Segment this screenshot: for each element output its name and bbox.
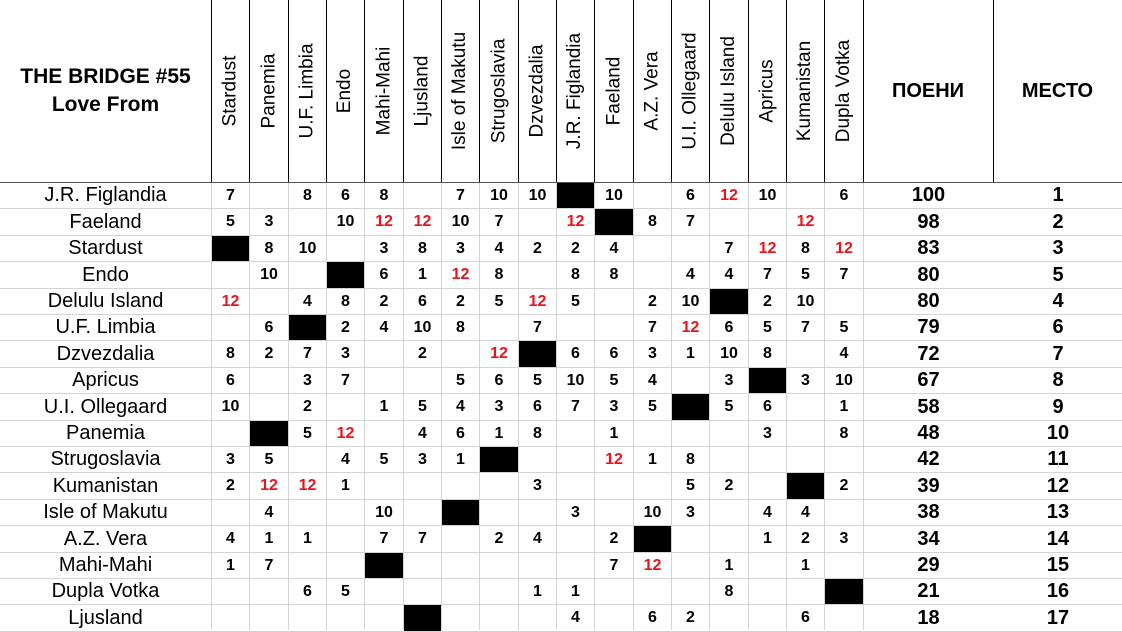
score-cell: 3 xyxy=(456,239,465,257)
score-cell: 8 xyxy=(264,239,274,257)
score-cell: 12 xyxy=(681,318,700,336)
score-cell: 6 xyxy=(226,371,235,389)
score-cell: 10 xyxy=(260,266,278,283)
score-cell: 12 xyxy=(298,477,317,494)
score-cell: 5 xyxy=(379,450,389,468)
score-cell: 7 xyxy=(533,318,542,336)
score-cell: 4 xyxy=(648,371,657,389)
score-cell: 1 xyxy=(418,266,427,283)
score-cell: 4 xyxy=(533,530,542,547)
score-cell: 1 xyxy=(264,530,274,547)
total-points: 18 xyxy=(917,606,940,629)
score-cell: 12 xyxy=(758,239,777,257)
score-cell: 3 xyxy=(418,450,427,468)
score-cell: 1 xyxy=(609,424,619,442)
score-cell: 12 xyxy=(375,213,393,230)
header-separator xyxy=(863,0,864,182)
score-cell: 1 xyxy=(494,424,504,442)
final-place: 12 xyxy=(1046,474,1070,497)
total-points: 72 xyxy=(917,342,940,365)
row-name: Isle of Makutu xyxy=(43,501,168,523)
score-cell: 3 xyxy=(303,371,312,389)
self-vote-block xyxy=(557,183,594,208)
score-cell: 4 xyxy=(839,345,849,362)
score-cell: 12 xyxy=(835,239,853,257)
row-name: U.F. Limbia xyxy=(55,316,156,338)
row-name: Dzvezdalia xyxy=(56,342,155,365)
score-cell: 7 xyxy=(801,318,810,336)
score-cell: 6 xyxy=(264,318,274,336)
score-cell: 8 xyxy=(801,239,810,257)
score-cell: 8 xyxy=(686,450,695,468)
column-header xyxy=(404,0,441,182)
final-place: 2 xyxy=(1052,210,1064,233)
total-points: 39 xyxy=(917,474,940,497)
score-cell: 7 xyxy=(456,186,465,204)
score-cell: 5 xyxy=(609,371,619,389)
score-cell: 1 xyxy=(379,398,389,415)
score-cell: 7 xyxy=(341,371,350,389)
score-cell: 10 xyxy=(336,213,355,230)
score-cell: 1 xyxy=(341,477,350,494)
self-vote-block xyxy=(672,394,709,420)
score-cell: 2 xyxy=(839,477,849,494)
score-cell: 10 xyxy=(566,371,585,389)
score-cell: 1 xyxy=(839,398,849,415)
score-cell: 6 xyxy=(801,609,810,626)
score-cell: 10 xyxy=(528,186,547,204)
score-cell: 5 xyxy=(686,477,695,494)
column-header-label: Strugoslavia xyxy=(488,38,509,144)
column-header xyxy=(749,0,786,182)
score-cell: 8 xyxy=(724,582,734,600)
total-points: 67 xyxy=(917,369,940,391)
score-cell: 3 xyxy=(839,530,849,547)
self-vote-block xyxy=(787,473,824,499)
score-cell: 7 xyxy=(303,345,312,362)
score-cell: 3 xyxy=(686,503,695,521)
score-cell: 12 xyxy=(528,292,547,310)
score-cell: 7 xyxy=(494,213,504,230)
score-cell: 10 xyxy=(835,371,853,389)
score-cell: 6 xyxy=(303,582,312,600)
score-cell: 7 xyxy=(839,266,849,283)
score-cell: 7 xyxy=(264,556,274,574)
self-vote-block xyxy=(595,209,633,235)
column-header-label: Endo xyxy=(334,68,356,114)
final-place: 9 xyxy=(1052,395,1064,418)
score-cell: 3 xyxy=(379,239,389,257)
score-cell: 5 xyxy=(494,292,504,310)
final-place: 14 xyxy=(1046,527,1070,550)
score-cell: 4 xyxy=(303,292,312,310)
score-cell: 10 xyxy=(605,186,623,204)
final-place: 5 xyxy=(1052,263,1064,286)
score-cell: 4 xyxy=(686,266,695,283)
score-cell: 1 xyxy=(763,530,772,547)
score-cell: 7 xyxy=(686,213,695,230)
final-place: 3 xyxy=(1052,237,1064,259)
score-cell: 5 xyxy=(763,318,772,336)
grid-vline xyxy=(326,182,327,630)
score-cell: 3 xyxy=(571,503,580,521)
row-name: Strugoslavia xyxy=(50,448,161,470)
total-points: 58 xyxy=(917,395,940,418)
self-vote-block xyxy=(442,500,479,525)
column-header xyxy=(327,0,364,182)
score-cell: 5 xyxy=(226,213,235,230)
score-cell: 2 xyxy=(379,292,389,310)
column-header-label: Dupla Votka xyxy=(833,39,854,143)
score-cell: 3 xyxy=(648,345,657,362)
score-cell: 3 xyxy=(801,371,810,389)
score-cell: 3 xyxy=(533,477,542,494)
score-cell: 8 xyxy=(379,186,389,204)
score-cell: 10 xyxy=(221,398,240,415)
total-points: 42 xyxy=(917,448,940,470)
final-place: 16 xyxy=(1046,580,1070,602)
column-header xyxy=(557,0,594,182)
score-cell: 7 xyxy=(418,530,427,547)
score-cell: 7 xyxy=(763,266,772,283)
score-cell: 2 xyxy=(686,609,695,626)
score-cell: 5 xyxy=(456,371,465,389)
total-points: 48 xyxy=(917,422,940,444)
row-name: Stardust xyxy=(68,237,143,259)
score-cell: 5 xyxy=(724,398,734,415)
score-cell: 2 xyxy=(609,530,619,547)
place-header: МЕСТО xyxy=(1021,79,1094,102)
score-cell: 6 xyxy=(341,186,350,204)
column-header xyxy=(289,0,326,182)
score-cell: 4 xyxy=(724,266,734,283)
score-cell: 8 xyxy=(341,292,350,310)
score-cell: 4 xyxy=(379,318,389,336)
total-points: 79 xyxy=(917,316,940,338)
row-name: Ljusland xyxy=(68,606,143,629)
score-cell: 1 xyxy=(724,556,734,574)
score-cell: 5 xyxy=(648,398,657,415)
score-cell: 7 xyxy=(226,186,235,204)
score-cell: 3 xyxy=(724,371,734,389)
column-header xyxy=(519,0,556,182)
score-cell: 6 xyxy=(648,609,657,626)
score-cell: 12 xyxy=(413,213,432,230)
score-cell: 6 xyxy=(839,186,849,204)
column-header-label: Isle of Makutu xyxy=(449,31,471,151)
column-header-label: Mahi-Mahi xyxy=(373,46,395,136)
header-separator xyxy=(993,0,994,182)
score-cell: 10 xyxy=(413,318,432,336)
column-header xyxy=(787,0,824,182)
column-header xyxy=(595,0,633,182)
final-place: 11 xyxy=(1047,448,1069,470)
score-cell: 5 xyxy=(418,398,427,415)
score-cell: 12 xyxy=(260,477,278,494)
self-vote-block xyxy=(289,315,326,340)
self-vote-block xyxy=(365,553,403,578)
score-cell: 8 xyxy=(303,186,312,204)
final-place: 7 xyxy=(1052,342,1064,365)
total-points: 29 xyxy=(917,554,940,576)
final-place: 15 xyxy=(1046,554,1070,576)
score-cell: 7 xyxy=(379,530,389,547)
score-cell: 6 xyxy=(763,398,772,415)
title-line-1: THE BRIDGE #55 xyxy=(20,65,191,88)
score-cell: 8 xyxy=(418,239,427,257)
score-cell: 4 xyxy=(609,239,619,257)
score-cell: 2 xyxy=(763,292,772,310)
score-cell: 12 xyxy=(605,450,623,468)
self-vote-block xyxy=(327,262,364,288)
score-cell: 12 xyxy=(336,424,355,442)
total-points: 80 xyxy=(917,263,940,286)
score-cell: 5 xyxy=(533,371,542,389)
score-cell: 3 xyxy=(763,424,772,442)
score-cell: 4 xyxy=(801,503,810,521)
total-points: 83 xyxy=(917,237,940,259)
score-cell: 8 xyxy=(571,266,580,283)
points-header: ПОЕНИ xyxy=(891,79,965,102)
column-header-label: Faeland xyxy=(603,56,625,126)
score-cell: 5 xyxy=(801,266,810,283)
score-cell: 7 xyxy=(724,239,734,257)
score-cell: 6 xyxy=(418,292,427,310)
score-cell: 1 xyxy=(686,345,695,362)
table-title xyxy=(0,0,211,182)
self-vote-block xyxy=(825,579,863,604)
score-cell: 5 xyxy=(839,318,849,336)
score-cell: 12 xyxy=(720,186,738,204)
final-place: 4 xyxy=(1052,290,1064,312)
final-place: 17 xyxy=(1046,606,1070,629)
score-cell: 8 xyxy=(226,345,235,362)
column-header xyxy=(825,0,863,182)
row-name: J.R. Figlandia xyxy=(44,184,167,206)
score-cell: 1 xyxy=(648,450,657,468)
score-cell: 4 xyxy=(341,450,350,468)
score-cell: 10 xyxy=(720,345,738,362)
score-cell: 12 xyxy=(566,213,585,230)
score-cell: 10 xyxy=(451,213,470,230)
row-name: Kumanistan xyxy=(52,474,159,497)
score-cell: 2 xyxy=(648,292,657,310)
self-vote-block xyxy=(749,368,786,393)
column-header xyxy=(212,0,249,182)
score-cell: 2 xyxy=(226,477,235,494)
score-cell: 1 xyxy=(533,582,542,600)
column-header-label: Dzvezdalia xyxy=(526,44,548,138)
score-cell: 2 xyxy=(456,292,465,310)
score-cell: 8 xyxy=(609,266,619,283)
self-vote-block xyxy=(404,605,441,631)
score-cell: 12 xyxy=(221,292,240,310)
self-vote-block xyxy=(212,236,249,261)
score-cell: 8 xyxy=(494,266,504,283)
self-vote-block xyxy=(250,421,288,446)
self-vote-block xyxy=(634,526,671,552)
score-cell: 2 xyxy=(724,477,734,494)
column-header-label: Apricus xyxy=(756,59,778,123)
row-name: Endo xyxy=(82,263,129,286)
column-header-label: J.R. Figlandia xyxy=(564,32,586,150)
score-cell: 12 xyxy=(451,266,470,283)
score-cell: 10 xyxy=(375,503,393,521)
total-points: 38 xyxy=(917,501,940,523)
self-vote-block xyxy=(519,341,556,367)
score-cell: 4 xyxy=(418,424,427,442)
score-cell: 6 xyxy=(724,318,734,336)
final-place: 13 xyxy=(1046,501,1070,523)
score-cell: 12 xyxy=(490,345,508,362)
final-place: 8 xyxy=(1052,369,1064,391)
score-cell: 4 xyxy=(226,530,235,547)
score-cell: 3 xyxy=(341,345,350,362)
column-header-label: Ljusland xyxy=(411,55,433,127)
row-name: Faeland xyxy=(69,210,142,233)
score-cell: 2 xyxy=(418,345,427,362)
score-cell: 6 xyxy=(609,345,619,362)
score-cell: 2 xyxy=(264,345,274,362)
score-cell: 5 xyxy=(303,424,312,442)
score-cell: 1 xyxy=(226,556,235,574)
score-cell: 7 xyxy=(648,318,657,336)
score-cell: 4 xyxy=(264,503,274,521)
column-header-label: Kumanistan xyxy=(794,40,816,142)
score-cell: 5 xyxy=(341,582,350,600)
score-cell: 6 xyxy=(456,424,465,442)
score-cell: 2 xyxy=(341,318,350,336)
score-cell: 2 xyxy=(494,530,504,547)
score-cell: 1 xyxy=(303,530,312,547)
score-cell: 2 xyxy=(533,239,542,257)
score-cell: 2 xyxy=(571,239,580,257)
column-header xyxy=(480,0,518,182)
column-header-label: U.F. Limbia xyxy=(296,43,318,139)
score-cell: 7 xyxy=(609,556,619,574)
score-cell: 1 xyxy=(456,450,465,468)
score-cell: 6 xyxy=(533,398,542,415)
score-cell: 8 xyxy=(763,345,772,362)
score-cell: 3 xyxy=(609,398,619,415)
total-points: 34 xyxy=(917,527,940,550)
row-name: Panemia xyxy=(66,422,145,444)
total-points: 100 xyxy=(911,184,946,206)
score-cell: 5 xyxy=(264,450,274,468)
score-cell: 6 xyxy=(686,186,695,204)
column-header xyxy=(634,0,671,182)
column-header-label: Panemia xyxy=(258,53,279,129)
score-cell: 8 xyxy=(839,424,849,442)
column-header-label: Delulu Island xyxy=(718,36,739,146)
score-cell: 5 xyxy=(571,292,580,310)
score-cell: 8 xyxy=(533,424,542,442)
row-name: U.I. Ollegaard xyxy=(43,395,168,418)
column-header xyxy=(442,0,479,182)
column-header-label: A.Z. Vera xyxy=(641,51,663,131)
score-cell: 2 xyxy=(303,398,312,415)
total-points: 21 xyxy=(917,580,940,602)
score-cell: 3 xyxy=(264,213,274,230)
score-cell: 10 xyxy=(490,186,508,204)
score-cell: 10 xyxy=(681,292,700,310)
score-cell: 12 xyxy=(796,213,815,230)
column-header xyxy=(672,0,709,182)
score-cell: 12 xyxy=(643,556,662,574)
row-name: Mahi-Mahi xyxy=(58,554,153,576)
final-place: 10 xyxy=(1046,422,1070,444)
score-cell: 3 xyxy=(494,398,504,415)
final-place: 6 xyxy=(1052,316,1064,338)
total-points: 80 xyxy=(917,290,940,312)
row-name: A.Z. Vera xyxy=(63,527,148,550)
score-cell: 8 xyxy=(648,213,657,230)
total-points: 98 xyxy=(917,210,940,233)
column-header-label: Stardust xyxy=(219,55,241,127)
score-cell: 4 xyxy=(571,609,580,626)
column-header-label: U.I. Ollegaard xyxy=(679,32,701,150)
score-cell: 10 xyxy=(758,186,777,204)
score-cell: 10 xyxy=(796,292,815,310)
score-cell: 10 xyxy=(643,503,662,521)
score-cell: 4 xyxy=(456,398,465,415)
self-vote-block xyxy=(710,289,748,314)
score-cell: 4 xyxy=(494,239,504,257)
score-cell: 6 xyxy=(379,266,389,283)
row-name: Dupla Votka xyxy=(51,580,160,602)
score-cell: 8 xyxy=(456,318,465,336)
score-cell: 1 xyxy=(571,582,580,600)
score-cell: 4 xyxy=(763,503,772,521)
row-name: Delulu Island xyxy=(47,290,164,312)
column-header xyxy=(710,0,748,182)
final-place: 1 xyxy=(1052,184,1064,206)
score-cell: 6 xyxy=(494,371,504,389)
self-vote-block xyxy=(480,447,518,472)
score-cell: 1 xyxy=(801,556,810,574)
score-cell: 7 xyxy=(571,398,580,415)
row-name: Apricus xyxy=(72,369,139,391)
title-line-2: Love From xyxy=(51,93,160,116)
score-cell: 2 xyxy=(801,530,810,547)
column-header xyxy=(365,0,403,182)
score-cell: 10 xyxy=(298,239,317,257)
score-cell: 3 xyxy=(226,450,235,468)
column-header xyxy=(250,0,288,182)
score-cell: 6 xyxy=(571,345,580,362)
